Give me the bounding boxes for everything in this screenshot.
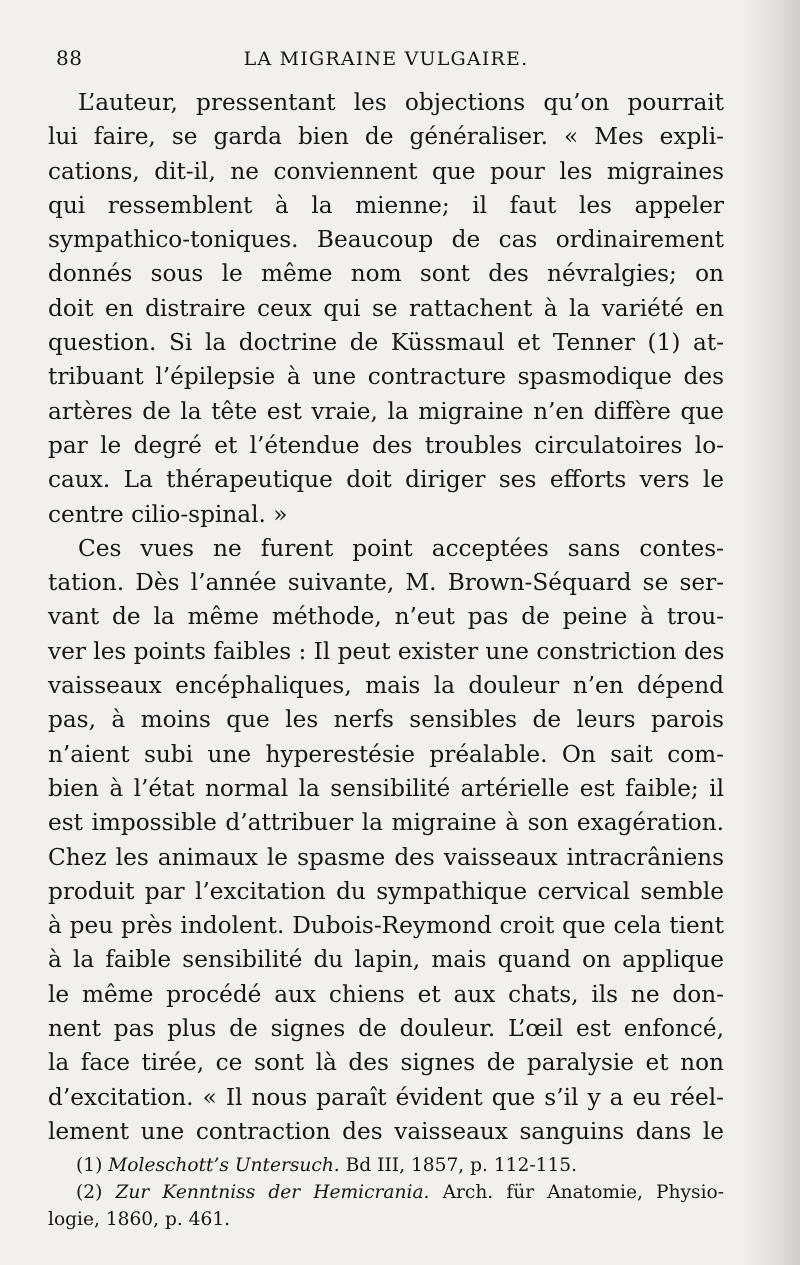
footnotes <box>48 1152 724 1233</box>
body-text <box>48 86 724 1149</box>
text-line: à peu près indolent. Dubois-Reymond croit que cela tient <box>48 912 724 940</box>
text-line: lui faire, se garda bien de généraliser. « Mes expli- <box>48 123 724 151</box>
text-line: à la faible sensibilité du lapin, mais quand on applique <box>48 946 724 974</box>
text-line: sympathico-toniques. Beaucoup de cas ordinairement <box>48 226 724 254</box>
page-number: 88 <box>56 46 83 70</box>
footnote-title: Zur Kenntniss der Hemicrania. <box>115 1182 430 1203</box>
text-line: ver les points faibles : Il peut exister une constriction des <box>48 637 725 665</box>
text-line: Chez les animaux le spasme des vaisseaux intracrâniens <box>48 843 724 871</box>
footnote-continuation: logie, 1860, p. 461. <box>48 1209 231 1230</box>
text-line: d’excitation. « Il nous paraît évident que s’il y a eu réel- <box>48 1083 724 1111</box>
text-line: tation. Dès l’année suivante, M. Brown-Séquard se ser- <box>48 569 724 597</box>
text-line: doit en distraire ceux qui se rattachent à la variété en <box>48 294 724 322</box>
running-head: LA MIGRAINE VULGAIRE. <box>243 48 529 70</box>
text-line: lement une contraction des vaisseaux sanguins dans le <box>48 1117 724 1145</box>
page-header <box>56 46 716 76</box>
text-line: question. Si la doctrine de Küssmaul et Tenner (1) at- <box>48 329 724 357</box>
footnote-text: Bd III, 1857, p. 112-115. <box>345 1155 578 1176</box>
footnote-title: Moleschott’s Untersuch. <box>108 1155 340 1176</box>
text-line: pas, à moins que les nerfs sensibles de leurs parois <box>48 706 724 734</box>
text-line: est impossible d’attribuer la migraine à son exagération. <box>48 809 724 837</box>
footnote-2 <box>48 1179 724 1206</box>
text-line: la face tirée, ce sont là des signes de paralysie et non <box>48 1049 724 1077</box>
text-line: qui ressemblent à la mienne; il faut les appeler <box>48 191 724 219</box>
text-line: bien à l’état normal la sensibilité artérielle est faible; il <box>48 774 724 802</box>
text-line: Ces vues ne furent point acceptées sans contes- <box>78 534 724 562</box>
text-line: L’auteur, pressentant les objections qu’on pourrait <box>78 89 724 116</box>
text-line: vant de la même méthode, n’eut pas de peine à trou- <box>48 603 724 631</box>
text-line: donnés sous le même nom sont des névralgies; on <box>48 260 724 288</box>
footnote-text: Arch. für Anatomie, Physio- <box>442 1182 724 1203</box>
footnote-marker: (2) <box>76 1182 103 1203</box>
text-line: tribuant l’épilepsie à une contracture spasmodique des <box>48 363 724 391</box>
text-line: n’aient subi une hyperestésie préalable. On sait com- <box>48 740 724 768</box>
footnote-1 <box>48 1152 724 1179</box>
footnote-marker: (1) <box>76 1155 103 1176</box>
text-line: le même procédé aux chiens et aux chats, ils ne don- <box>48 980 724 1008</box>
text-line: caux. La thérapeutique doit diriger ses efforts vers le <box>48 466 724 494</box>
text-line: artères de la tête est vraie, la migraine n’en diffère que <box>48 397 724 425</box>
text-line: vaisseaux encéphaliques, mais la douleur n’en dépend <box>48 672 724 700</box>
page-edge-shadow <box>740 0 800 1265</box>
text-line: cations, dit-il, ne conviennent que pour les migraines <box>48 157 724 185</box>
text-line: nent pas plus de signes de douleur. L’œil est enfoncé, <box>48 1015 724 1043</box>
text-line: par le degré et l’étendue des troubles circulatoires lo- <box>48 431 724 459</box>
text-line: produit par l’excitation du sympathique cervical semble <box>48 877 724 905</box>
text-line: centre cilio-spinal. » <box>48 500 288 528</box>
